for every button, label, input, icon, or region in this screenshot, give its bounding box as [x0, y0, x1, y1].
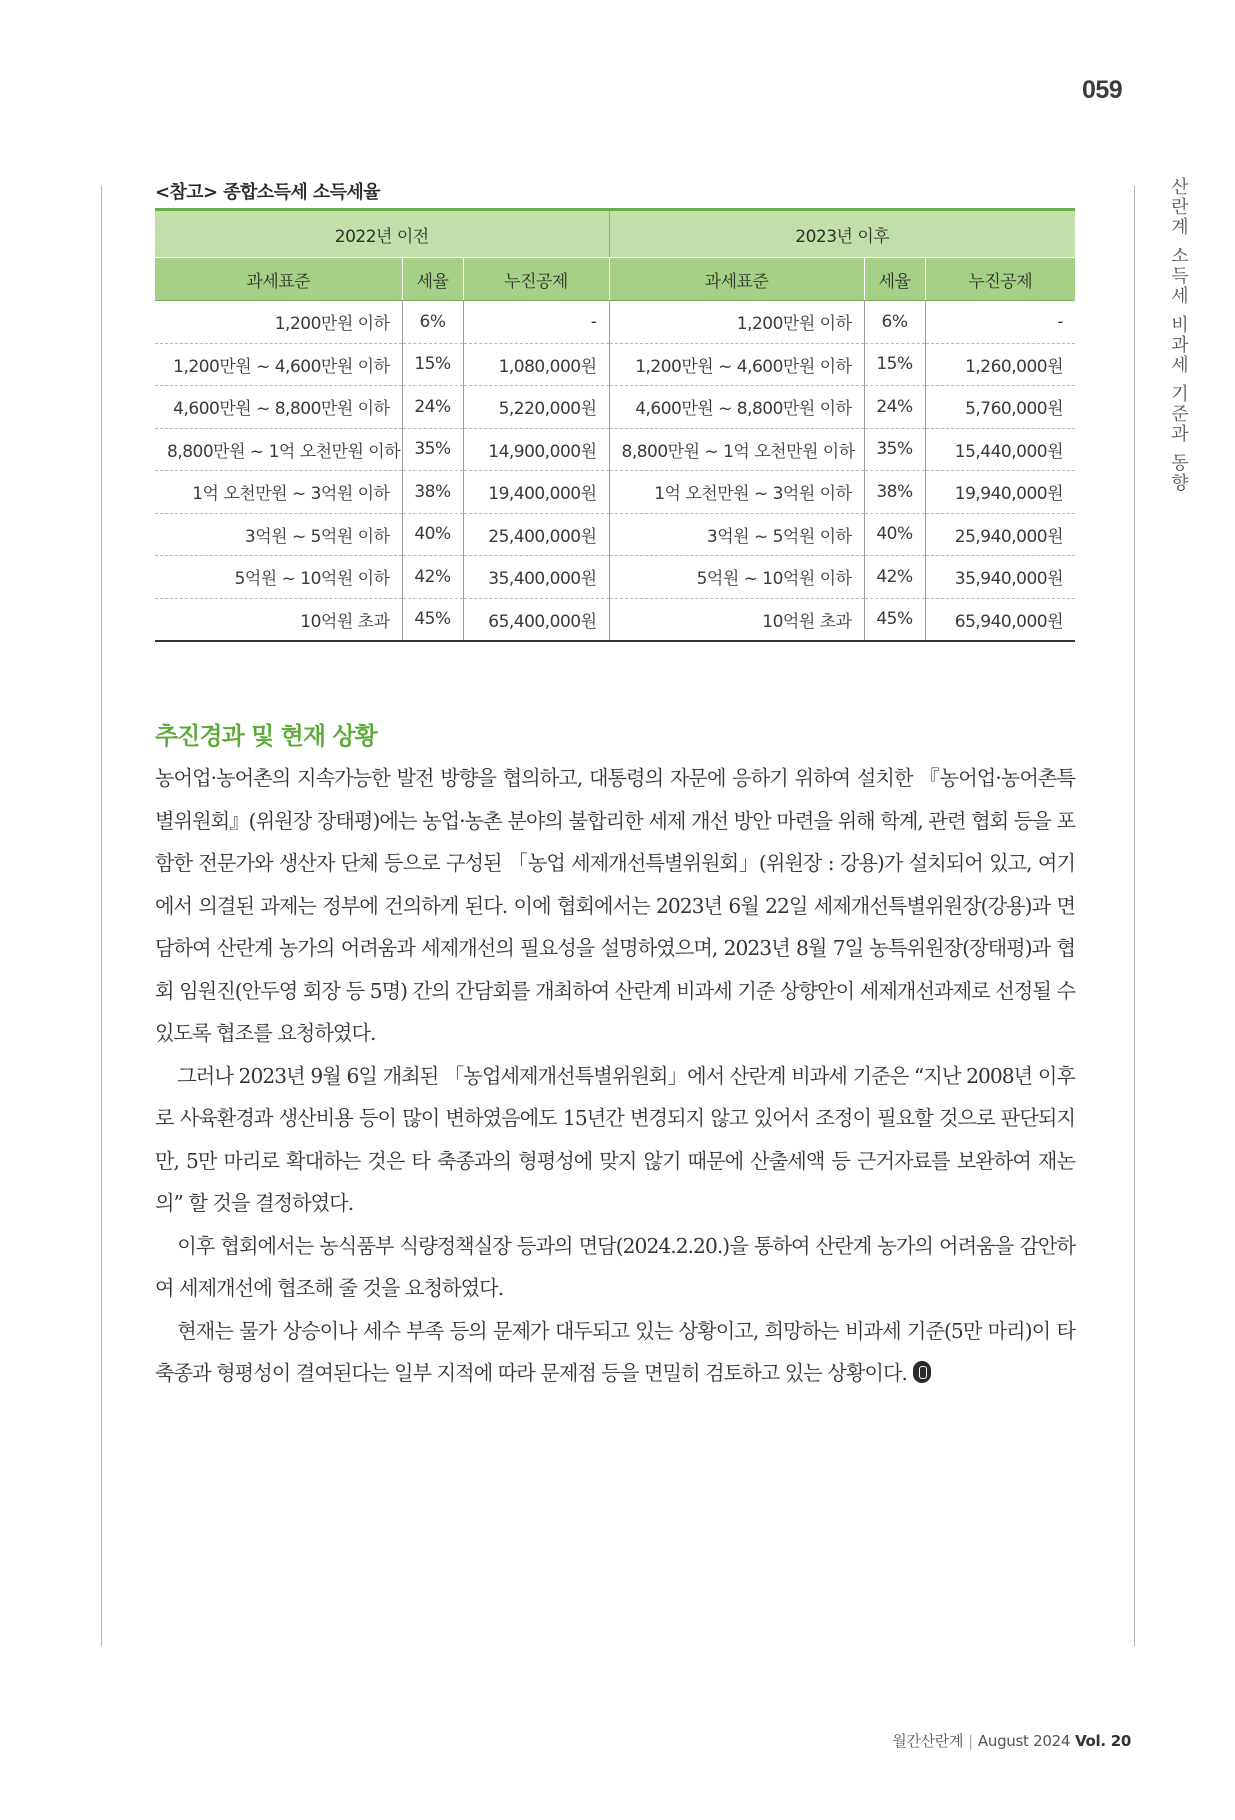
column-header-rate: 세율	[864, 258, 925, 301]
tax-rate-before: 38%	[402, 471, 463, 514]
table-caption: <참고> 종합소득세 소득세율	[155, 182, 380, 203]
tax-rate-before: 24%	[402, 386, 463, 429]
bracket-base-before: 1억 오천만원 ~ 3억원 이하	[155, 471, 402, 514]
issue-date: August 2024	[977, 1732, 1071, 1750]
side-title-char: 계	[1171, 217, 1189, 238]
tax-rate-after: 40%	[864, 513, 925, 556]
tax-rate-after: 42%	[864, 556, 925, 599]
issue-volume: Vol. 20	[1075, 1732, 1131, 1750]
paragraph-text: 현재는 물가 상승이나 세수 부족 등의 문제가 대두되고 있는 상황이고, 희망하는 비과세 기준(5만 마리)이 타 축종과 형평성이 결여된다는 일부 지적에 따라 문제점 등을 면밀히 검토하고 있는 상황이다.	[155, 1318, 1075, 1385]
tax-rate-after: 15%	[864, 343, 925, 386]
article-end-icon	[913, 1361, 931, 1383]
period-after-header: 2023년 이후	[609, 210, 1075, 258]
bracket-base-before: 1,200만원 ~ 4,600만원 이하	[155, 343, 402, 386]
period-before-header: 2022년 이전	[155, 210, 609, 258]
magazine-name: 월간산란계	[892, 1732, 964, 1750]
side-running-title	[1168, 178, 1192, 494]
column-header-base: 과세표준	[609, 258, 864, 301]
deduction-before: 25,400,000원	[463, 513, 609, 556]
tax-rate-after: 45%	[864, 598, 925, 641]
side-title-char: 기	[1171, 384, 1189, 405]
bracket-base-after: 1,200만원 이하	[609, 301, 864, 344]
bracket-base-before: 8,800만원 ~ 1억 오천만원 이하	[155, 428, 402, 471]
table-row	[155, 513, 1075, 556]
deduction-after: 15,440,000원	[925, 428, 1075, 471]
side-title-char: 세	[1171, 355, 1189, 376]
income-tax-rate-table	[155, 208, 1075, 642]
deduction-before: 14,900,000원	[463, 428, 609, 471]
deduction-after: 5,760,000원	[925, 386, 1075, 429]
page-footer: 월간산란계 | August 2024 Vol. 20	[892, 1732, 1131, 1750]
deduction-before: 19,400,000원	[463, 471, 609, 514]
table-row	[155, 386, 1075, 429]
bracket-base-after: 1,200만원 ~ 4,600만원 이하	[609, 343, 864, 386]
deduction-after: 1,260,000원	[925, 343, 1075, 386]
tax-rate-before: 45%	[402, 598, 463, 641]
bracket-base-after: 8,800만원 ~ 1억 오천만원 이하	[609, 428, 864, 471]
bracket-base-before: 1,200만원 이하	[155, 301, 402, 344]
deduction-before: 35,400,000원	[463, 556, 609, 599]
right-margin-rule	[1134, 186, 1135, 1646]
page-number: 059	[1082, 76, 1123, 104]
table-row	[155, 598, 1075, 641]
column-header-rate: 세율	[402, 258, 463, 301]
deduction-after: 19,940,000원	[925, 471, 1075, 514]
paragraph: 이후 협회에서는 농식품부 식량정책실장 등과의 면담(2024.2.20.)을 통하여 산란계 농가의 어려움을 감안하여 세제개선에 협조해 줄 것을 요청하였다.	[155, 1233, 1075, 1300]
deduction-after: -	[925, 301, 1075, 344]
paragraph: 그러나 2023년 9월 6일 개최된 「농업세제개선특별위원회」에서 산란계 비과세 기준은 “지난 2008년 이후로 사육환경과 생산비용 등이 많이 변하였음에도 15년간 변경되지 않고 있어서 조정이 필요할 것으로 판단되지만, 5만 마리로 확대하는 것은 타 축종과의 형평성에 맞지 않기 때문에 산출세액 등 근거자료를 보완하여 재논의” 할 것을 결정하였다.	[155, 1063, 1075, 1215]
deduction-after: 35,940,000원	[925, 556, 1075, 599]
tax-rate-before: 40%	[402, 513, 463, 556]
side-title-char: 비	[1171, 315, 1189, 336]
bracket-base-before: 10억원 초과	[300, 611, 390, 632]
deduction-before: 65,400,000원	[463, 598, 609, 641]
tax-rate-before: 35%	[402, 428, 463, 471]
deduction-after: 65,940,000원	[954, 611, 1064, 632]
column-header-deduction: 누진공제	[463, 258, 609, 301]
tax-rate-after: 6%	[864, 301, 925, 344]
side-title-char: 과	[1171, 335, 1189, 356]
bracket-base-before: 4,600만원 ~ 8,800만원 이하	[155, 386, 402, 429]
column-header-deduction: 누진공제	[925, 258, 1075, 301]
deduction-after: 25,940,000원	[925, 513, 1075, 556]
paragraph: 농어업·농어촌의 지속가능한 발전 방향을 협의하고, 대통령의 자문에 응하기 위하여 설치한 『농어업·농어촌특별위원회』(위원장 장태평)에는 농업·농촌 분야의 불합리한 세제 개선 방안 마련을 위해 학계, 관련 협회 등을 포함한 전문가와 생산자 단체 등으로 구성된 「농업 세제개선특별위원회」(위원장 : 강용)가 설치되어 있고, 여기에서 의결된 과제는 정부에 건의하게 된다. 이에 협회에서는 2023년 6월 22일 세제개선특별위원장(강용)과 면담하여 산란계 농가의 어려움과 세제개선의 필요성을 설명하였으며, 2023년 8월 7일 농특위원장(장태평)과 협회 임원진(안두영 회장 등 5명) 간의 간담회를 개최하여 산란계 비과세 기준 상향안이 세제개선과제로 선정될 수 있도록 협조를 요청하였다.	[155, 766, 1075, 1045]
table-row	[155, 556, 1075, 599]
deduction-before: 5,220,000원	[463, 386, 609, 429]
tax-rate-before: 15%	[402, 343, 463, 386]
tax-rate-before: 42%	[402, 556, 463, 599]
tax-rate-after: 38%	[864, 471, 925, 514]
table-row	[155, 343, 1075, 386]
table-row	[155, 471, 1075, 514]
bracket-base-after: 1억 오천만원 ~ 3억원 이하	[609, 471, 864, 514]
side-title-char: 세	[1171, 286, 1189, 307]
tax-rate-after: 35%	[864, 428, 925, 471]
paragraph	[155, 1310, 1075, 1395]
deduction-before: -	[463, 301, 609, 344]
side-title-char: 향	[1171, 473, 1189, 494]
side-title-char: 득	[1171, 266, 1189, 287]
article-body	[155, 757, 1075, 1395]
table-row	[155, 301, 1075, 344]
side-title-char: 동	[1171, 453, 1189, 474]
tax-rate-after: 24%	[864, 386, 925, 429]
bracket-base-after: 4,600만원 ~ 8,800만원 이하	[609, 386, 864, 429]
bracket-base-after: 10억원 초과	[762, 611, 852, 632]
table-body	[155, 301, 1075, 642]
side-title-char: 산	[1171, 177, 1189, 198]
side-title-char: 소	[1171, 246, 1189, 267]
section-title: 추진경과 및 현재 상황	[155, 722, 377, 750]
table-row	[155, 428, 1075, 471]
bracket-base-after: 5억원 ~ 10억원 이하	[609, 556, 864, 599]
side-title-char: 과	[1171, 424, 1189, 445]
left-margin-rule	[101, 186, 102, 1646]
deduction-before: 1,080,000원	[463, 343, 609, 386]
side-title-char: 란	[1171, 197, 1189, 218]
tax-rate-before: 6%	[402, 301, 463, 344]
side-title-char: 준	[1171, 404, 1189, 425]
bracket-base-after: 3억원 ~ 5억원 이하	[609, 513, 864, 556]
bracket-base-before: 3억원 ~ 5억원 이하	[155, 513, 402, 556]
column-header-base: 과세표준	[155, 258, 402, 301]
bracket-base-before: 5억원 ~ 10억원 이하	[155, 556, 402, 599]
